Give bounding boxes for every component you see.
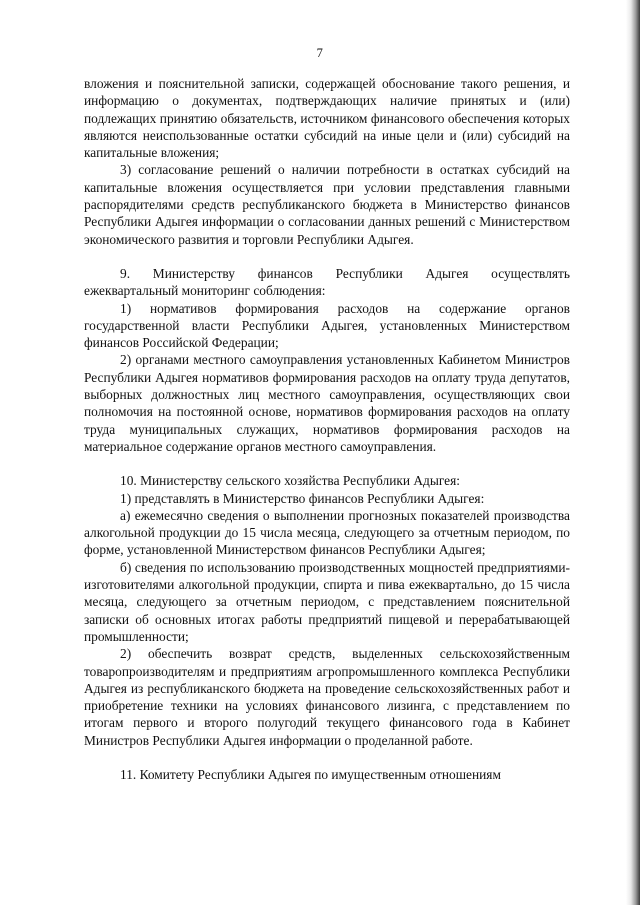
paragraph-continuation: вложения и пояснительной записки, содержащей обоснование такого решения, и информацию о документах, подтверждающих наличие принятых и (или) подлежащих принятию обязательств, источником финансового обеспечения которых являются неиспользованные остатки субсидий на иные цели и (или) субсидий на капитальные вложения;	[84, 76, 570, 161]
scan-edge-shadow	[626, 0, 640, 905]
paragraph-section-9: 9. Министерству финансов Республики Адыгея осуществлять ежеквартальный мониторинг соблюдения:	[84, 265, 570, 299]
paragraph-section-9-item-1: 1) нормативов формирования расходов на содержание органов государственной власти Республики Адыгея, установленных Министерством финансов Российской Федерации;	[84, 300, 570, 351]
page-number: 7	[316, 46, 324, 60]
paragraph-section-11: 11. Комитету Республики Адыгея по имущественным отношениям	[120, 766, 501, 782]
paragraph-section-10-item-a: а) ежемесячно сведения о выполнении прогнозных показателей производства алкогольной продукции до 15 числа месяца, следующего за отчетным периодом, по форме, установленной Министерством финансов Республики Адыгея;	[84, 507, 570, 558]
paragraph-section-10-item-b: б) сведения по использованию производственных мощностей предприятиями-изготовителями алкогольной продукции, спирта и пива ежеквартально, до 15 числа месяца, следующего за отчетным периодом, с представлением пояснительной записки об основных итогах работы предприятий пищевой и перерабатывающей промышленности;	[84, 559, 570, 644]
paragraph-section-10: 10. Министерству сельского хозяйства Республики Адыгея:	[120, 473, 461, 489]
paragraph-section-10-item-1: 1) представлять в Министерство финансов Республики Адыгея:	[120, 490, 485, 506]
paragraph-section-10-item-2: 2) обеспечить возврат средств, выделенных сельскохозяйственным товаропроизводителям и предприятиям агропромышленного комплекса Республики Адыгея из республиканского бюджета на проведение сельскохозяйственных работ и приобретение техники на условиях финансового лизинга, с представлением по итогам первого и второго полугодий текущего финансового года в Кабинет Министров Республики Адыгея информации о проделанной работе.	[84, 646, 570, 748]
paragraph-section-9-item-2: 2) органами местного самоуправления установленных Кабинетом Министров Республики Адыгея нормативов формирования расходов на оплату труда депутатов, выборных должностных лиц местного самоуправления, осуществляющих свои полномочия на постоянной основе, нормативов формирования расходов на оплату труда муниципальных служащих, нормативов формирования расходов на материальное содержание органов местного самоуправления.	[84, 352, 570, 454]
document-body	[84, 75, 570, 783]
paragraph-item-3: 3) согласование решений о наличии потребности в остатках субсидий на капитальные вложения осуществляется при условии представления главными распорядителями средств республиканского бюджета в Министерство финансов Республики Адыгея информации о согласовании данных решений с Министерством экономического развития и торговли Республики Адыгея.	[84, 162, 570, 247]
